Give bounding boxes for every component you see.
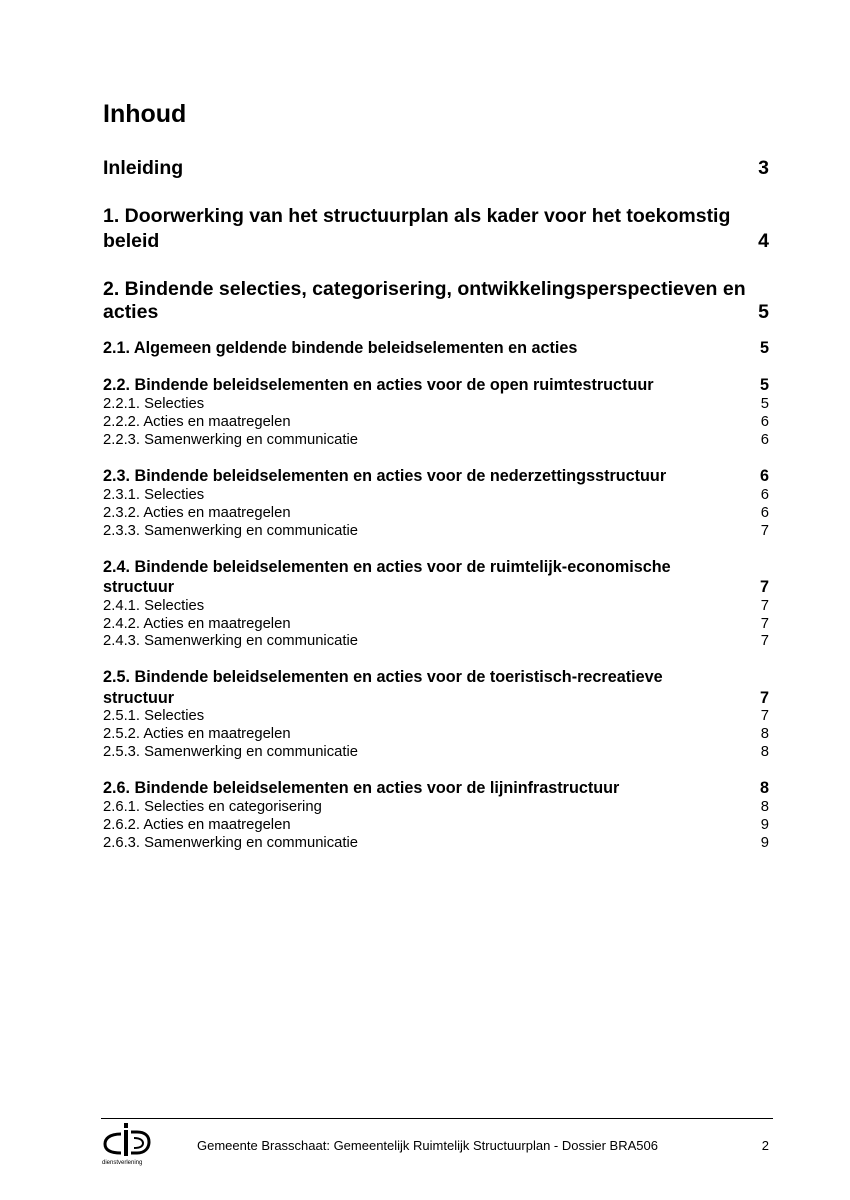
toc-entry-label-cont: beleid <box>103 230 160 252</box>
toc-entry-page: 6 <box>760 487 769 503</box>
toc-entry-label: 2.5.1. Selecties <box>103 708 205 724</box>
toc-entry-label: 2.4. Bindende beleidselementen en acties voor de ruimtelijk-economische <box>103 558 671 576</box>
toc-entry-label: 2.6.2. Acties en maatregelen <box>103 817 291 833</box>
toc-entry-page: 3 <box>758 157 769 179</box>
footer-divider <box>101 1118 773 1119</box>
toc-entry-label: 2.4.1. Selecties <box>103 598 205 614</box>
toc-entry-page: 4 <box>758 230 769 252</box>
toc-entry-page: 9 <box>760 835 769 851</box>
toc-entry-label: 2. Bindende selecties, categorisering, ontwikkelingsperspectieven en <box>103 278 746 300</box>
toc-entry-page: 9 <box>760 817 769 833</box>
toc-entry-page: 8 <box>760 744 769 760</box>
footer-document-title: Gemeente Brasschaat: Gemeentelijk Ruimtelijk Structuurplan - Dossier BRA506 <box>197 1138 658 1153</box>
toc-entry-page: 5 <box>759 376 769 394</box>
toc-heading: Inhoud <box>103 100 187 128</box>
toc-entry-label: Inleiding <box>103 157 184 179</box>
toc-entry-page: 7 <box>760 616 769 632</box>
toc-entry-label: 2.3. Bindende beleidselementen en acties voor de nederzettingsstructuur <box>103 467 667 485</box>
toc-entry-label: 2.3.1. Selecties <box>103 487 205 503</box>
svg-text:dienstverlening: dienstverlening <box>102 1160 143 1166</box>
toc-entry-label-cont: structuur <box>103 689 175 707</box>
toc-entry-page: 7 <box>760 633 769 649</box>
toc-entry-page: 5 <box>760 396 769 412</box>
toc-entry-page: 7 <box>760 598 769 614</box>
toc-entry-label: 2.5.2. Acties en maatregelen <box>103 726 291 742</box>
toc-entry-label: 2.4.3. Samenwerking en communicatie <box>103 633 358 649</box>
toc-entry-page: 8 <box>759 779 769 797</box>
toc-entry-label-cont: acties <box>103 301 159 323</box>
toc-entry-page: 8 <box>760 799 769 815</box>
toc-entry-page: 8 <box>760 726 769 742</box>
toc-entry-page: 7 <box>759 689 769 707</box>
toc-entry-label: 2.4.2. Acties en maatregelen <box>103 616 291 632</box>
toc-entry-label: 2.3.2. Acties en maatregelen <box>103 505 291 521</box>
toc-entry-label: 2.5.3. Samenwerking en communicatie <box>103 744 358 760</box>
toc-entry-page: 7 <box>760 708 769 724</box>
toc-entry-page: 6 <box>760 432 769 448</box>
toc-entry-label-cont: structuur <box>103 578 175 596</box>
footer-page-number: 2 <box>761 1138 769 1153</box>
toc-entry-label: 2.2. Bindende beleidselementen en acties voor de open ruimtestructuur <box>103 376 654 394</box>
logo-mark-icon <box>101 1120 153 1166</box>
toc-entry-label: 2.3.3. Samenwerking en communicatie <box>103 523 358 539</box>
toc-entry-page: 5 <box>759 339 769 357</box>
toc-entry-label: 2.2.2. Acties en maatregelen <box>103 414 291 430</box>
toc-entry-label: 2.2.1. Selecties <box>103 396 205 412</box>
toc-entry-label: 2.2.3. Samenwerking en communicatie <box>103 432 358 448</box>
toc-entry-label: 2.1. Algemeen geldende bindende beleidselementen en acties <box>103 339 578 357</box>
toc-entry-page: 6 <box>760 414 769 430</box>
toc-entry-page: 6 <box>759 467 769 485</box>
toc-entry-label: 2.5. Bindende beleidselementen en acties voor de toeristisch-recreatieve <box>103 668 663 686</box>
toc-entry-page: 6 <box>760 505 769 521</box>
toc-entry-page: 7 <box>759 578 769 596</box>
toc-entry-label: 2.6. Bindende beleidselementen en acties voor de lijninfrastructuur <box>103 779 620 797</box>
toc-entry-page: 5 <box>758 301 769 323</box>
toc-entry-label: 1. Doorwerking van het structuurplan als kader voor het toekomstig <box>103 205 731 227</box>
toc-entry-label: 2.6.1. Selecties en categorisering <box>103 799 322 815</box>
toc-entry-label: 2.6.3. Samenwerking en communicatie <box>103 835 358 851</box>
organisation-logo <box>101 1120 153 1166</box>
toc-entry-page: 7 <box>760 523 769 539</box>
